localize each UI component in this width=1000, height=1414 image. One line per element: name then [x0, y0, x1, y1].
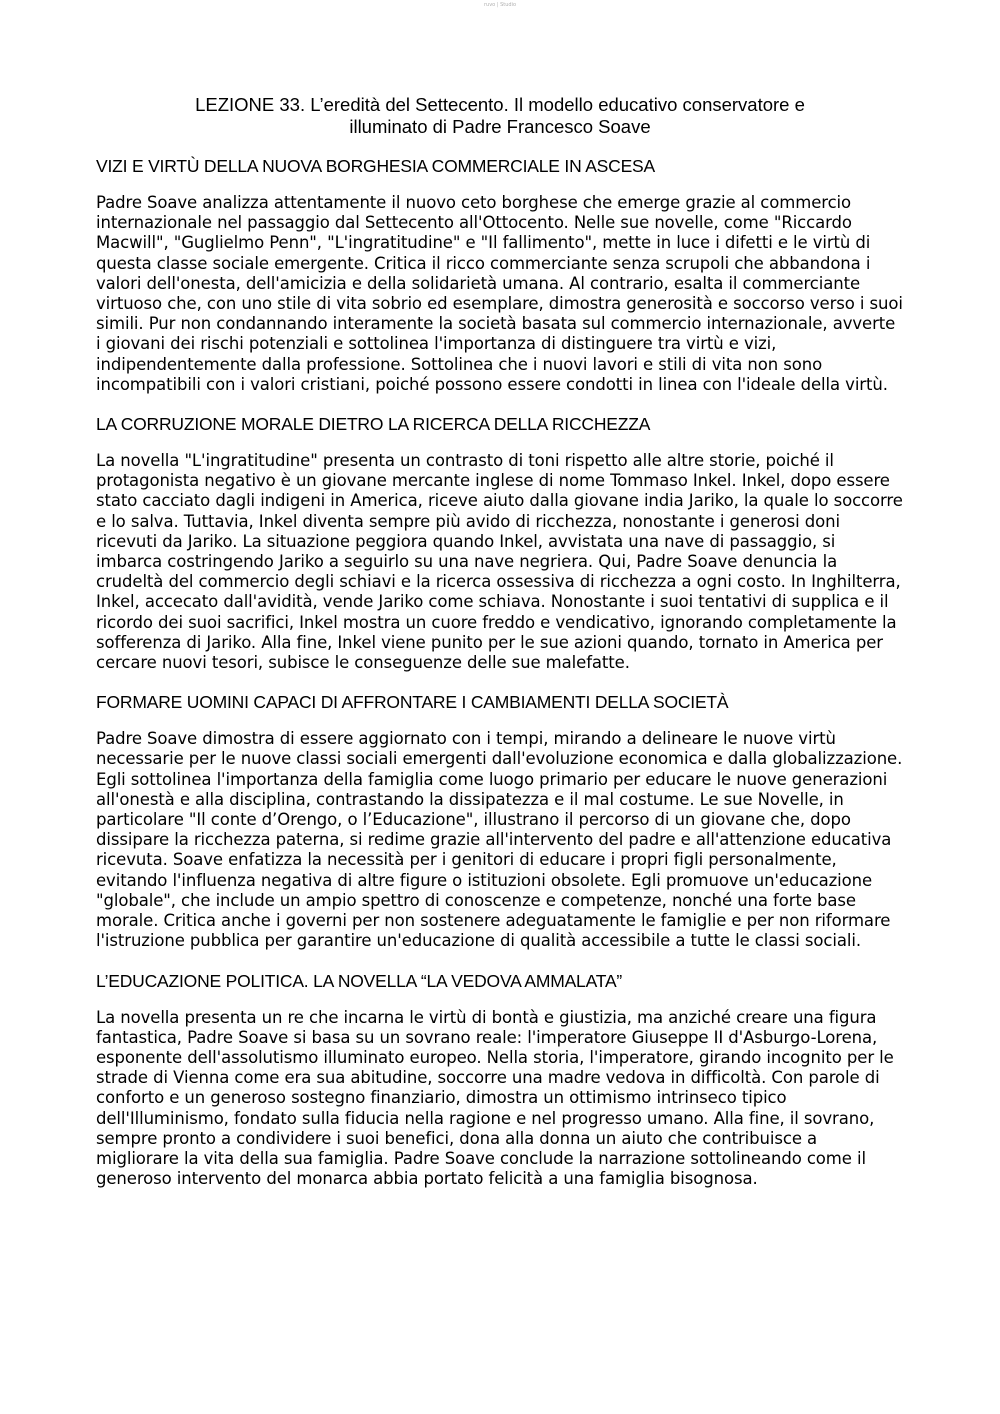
- section-formare-uomini: [96, 691, 904, 951]
- section-corruzione-morale: [96, 413, 904, 673]
- section-paragraph: La novella "L'ingratitudine" presenta un contrasto di toni rispetto alle altre storie, poiché il protagonista negativo è un giovane mercante inglese di nome Tommaso Inkel. Inkel, dopo essere stato cacciato dagli indigeni in America, riceve aiuto dalla giovane india Jariko, la quale lo soccorre e lo salva. Tuttavia, Inkel diventa sempre più avido di ricchezza, nonostante i generosi doni ricevuti da Jariko. La situazione peggiora quando Inkel, avvistata una nave di passaggio, si imbarca costringendo Jariko a seguirlo su una nave negriera. Qui, Padre Soave denuncia la crudeltà del commercio degli schiavi e la ricerca ossessiva di ricchezza a ogni costo. In Inghilterra, Inkel, accecato dall'avidità, vende Jariko come schiava. Nonostante i suoi tentativi di supplica e il ricordo dei suoi sacrifici, Inkel mostra un cuore freddo e vendicativo, ignorando completamente la sofferenza di Jariko. Alla fine, Inkel viene punito per le sue azioni quando, tornato in America per cercare nuovi tesori, subisce le conseguenze delle sue malefatte.: [96, 451, 903, 673]
- page-header-mark: ruvo | Studio: [483, 2, 517, 8]
- section-heading: FORMARE UOMINI CAPACI DI AFFRONTARE I CAMBIAMENTI DELLA SOCIETÀ: [96, 692, 729, 713]
- section-paragraph: La novella presenta un re che incarna le virtù di bontà e giustizia, ma anziché creare una figura fantastica, Padre Soave si basa su un sovrano reale: l'imperatore Giuseppe II d'Asburgo-Lorena, esponente dell'assolutismo illuminato europeo. Nella storia, l'imperatore, girando incognito per le strade di Vienna come era sua abitudine, soccorre una madre vedova in difficoltà. Con parole di conforto e un generoso sostegno finanziario, dimostra un ottimismo intrinseco tipico dell'Illuminismo, fondato sulla fiducia nella ragione e nel progresso umano. Alla fine, il sovrano, sempre pronto a condividere i suoi benefici, dona alla donna un aiuto che contribuisce a migliorare la vita della sua famiglia. Padre Soave conclude la narrazione sottolineando come il generoso intervento del monarca abbia portato felicità a una famiglia bisognosa.: [96, 1007, 894, 1189]
- document-title-line-2: illuminato di Padre Francesco Soave: [349, 116, 651, 137]
- document-content: [96, 94, 904, 1207]
- document-title: [96, 94, 904, 138]
- section-vizi-virtu: [96, 155, 904, 395]
- section-educazione-politica: [96, 970, 904, 1190]
- section-heading: L’EDUCAZIONE POLITICA. LA NOVELLA “LA VEDOVA AMMALATA”: [96, 970, 623, 991]
- section-paragraph: Padre Soave dimostra di essere aggiornato con i tempi, mirando a delineare le nuove virtù necessarie per le nuove classi sociali emergenti dall'evoluzione economica e dalla globalizzazione. Egli sottolinea l'importanza della famiglia come luogo primario per educare le nuove generazioni all'onestà e alla disciplina, contrastando la dissipatezza e il mal costume. Le sue Novelle, in particolare "Il conte d’Orengo, o l’Educazione", illustrano il percorso di un giovane che, dopo dissipare la ricchezza paterna, si redime grazie all'intervento del padre e all'attenzione educativa ricevuta. Soave enfatizza la necessità per i genitori di educare i propri figli personalmente, evitando l'influenza negativa di altre figure o istituzioni obsolete. Egli promuove un'educazione "globale", che include un ampio spettro di conoscenze e competenze, nonché una forte base morale. Critica anche i governi per non sostenere adeguatamente le famiglie e per non riformare l'istruzione pubblica per garantire un'educazione di qualità accessibile a tutte le classi sociali.: [96, 729, 903, 951]
- section-heading: LA CORRUZIONE MORALE DIETRO LA RICERCA DELLA RICCHEZZA: [96, 414, 651, 435]
- document-title-line-1: LEZIONE 33. L’eredità del Settecento. Il modello educativo conservatore e: [195, 94, 805, 115]
- section-heading: VIZI E VIRTÙ DELLA NUOVA BORGHESIA COMMERCIALE IN ASCESA: [96, 156, 656, 176]
- section-paragraph: Padre Soave analizza attentamente il nuovo ceto borghese che emerge grazie al commercio internazionale nel passaggio dal Settecento all'Ottocento. Nelle sue novelle, come "Riccardo Macwill", "Guglielmo Penn", "L'ingratitudine" e "Il fallimento", mette in luce i difetti e le virtù di questa classe sociale emergente. Critica il ricco commerciante senza scrupoli che abbandona i valori dell'onesta, dell'amicizia e della solidarietà umana. Al contrario, esalta il commerciante virtuoso che, con uno stile di vita sobrio ed esemplare, dimostra generosità e soccorso verso i suoi simili. Pur non condannando interamente la società basata sul commercio internazionale, avverte i giovani dei rischi potenziali e sottolinea l'importanza di distinguere tra virtù e vizi, indipendentemente dalla professione. Sottolinea che i nuovi lavori e stili di vita non sono incompatibili con i valori cristiani, poiché possono essere condotti in linea con l'ideale della virtù.: [96, 193, 903, 394]
